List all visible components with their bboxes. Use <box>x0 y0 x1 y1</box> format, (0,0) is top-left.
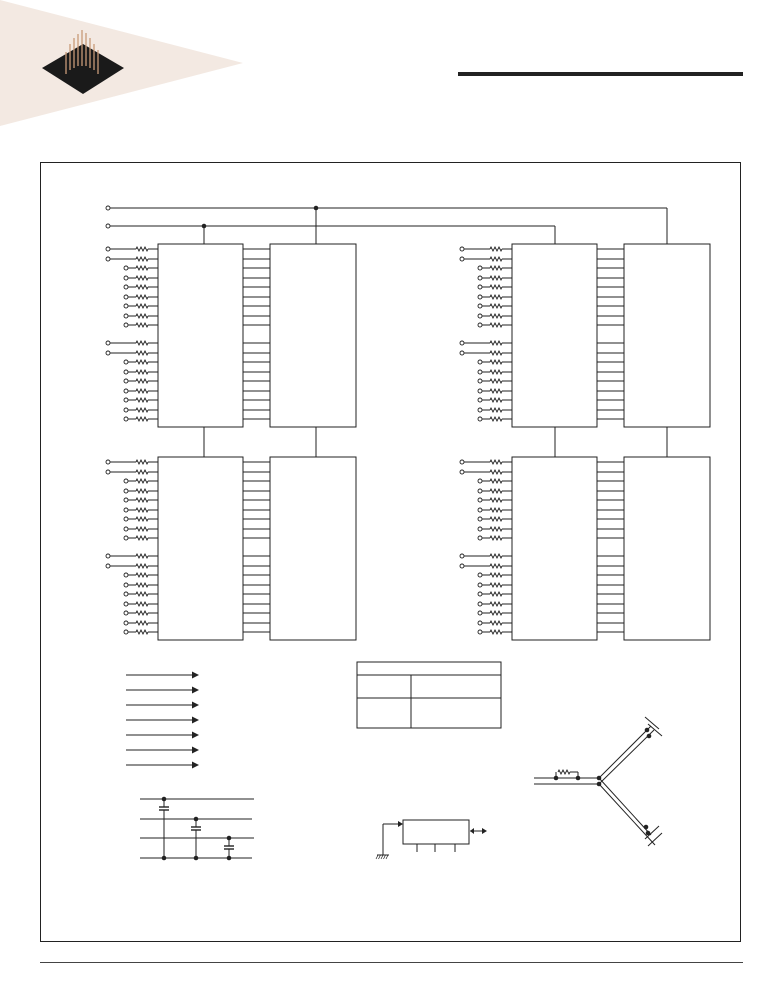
ground-hatch <box>379 855 381 859</box>
open-circle-terminal-icon <box>106 470 110 474</box>
open-circle-terminal-icon <box>124 295 128 299</box>
signal-arrow-icon <box>398 821 403 827</box>
open-circle-terminal-icon <box>124 527 128 531</box>
zigzag-resistor-icon <box>136 351 148 355</box>
signal-arrow-icon <box>192 717 199 724</box>
open-circle-terminal-icon <box>106 554 110 558</box>
open-circle-terminal-icon <box>106 224 110 228</box>
open-circle-terminal-icon <box>124 536 128 540</box>
open-circle-terminal-icon <box>124 479 128 483</box>
open-circle-terminal-icon <box>478 323 482 327</box>
open-circle-terminal-icon <box>478 417 482 421</box>
zigzag-resistor-icon <box>490 611 502 615</box>
zigzag-resistor-icon <box>136 573 148 577</box>
open-circle-terminal-icon <box>478 536 482 540</box>
zigzag-resistor-icon <box>136 360 148 364</box>
zigzag-resistor-icon <box>136 592 148 596</box>
zigzag-resistor-icon <box>136 489 148 493</box>
zigzag-resistor-icon <box>136 285 148 289</box>
zigzag-resistor-icon <box>136 630 148 634</box>
branch-lower <box>599 784 655 845</box>
arrow-left-icon <box>470 828 474 834</box>
ground-hatch <box>376 855 378 859</box>
zigzag-resistor-icon <box>136 266 148 270</box>
open-circle-terminal-icon <box>478 314 482 318</box>
zigzag-resistor-icon <box>490 285 502 289</box>
junction-dot <box>647 734 652 739</box>
open-circle-terminal-icon <box>478 398 482 402</box>
zigzag-resistor-icon <box>136 508 148 512</box>
zigzag-resistor-icon <box>136 583 148 587</box>
zigzag-resistor-icon <box>490 630 502 634</box>
open-circle-terminal-icon <box>478 621 482 625</box>
zigzag-resistor-icon <box>490 592 502 596</box>
zigzag-resistor-icon <box>136 460 148 464</box>
zigzag-resistor-icon <box>136 611 148 615</box>
open-circle-terminal-icon <box>478 583 482 587</box>
open-circle-terminal-icon <box>478 602 482 606</box>
signal-arrow-icon <box>192 732 199 739</box>
open-circle-terminal-icon <box>124 398 128 402</box>
open-circle-terminal-icon <box>460 470 464 474</box>
open-circle-terminal-icon <box>124 360 128 364</box>
zigzag-resistor-icon <box>490 370 502 374</box>
open-circle-terminal-icon <box>124 417 128 421</box>
open-circle-terminal-icon <box>460 460 464 464</box>
zigzag-resistor-icon <box>136 527 148 531</box>
zigzag-resistor-icon <box>490 398 502 402</box>
zigzag-resistor-icon <box>490 266 502 270</box>
open-circle-terminal-icon <box>106 257 110 261</box>
branch-lower <box>599 778 651 835</box>
open-circle-terminal-icon <box>460 351 464 355</box>
buffer-chip-left <box>512 457 597 640</box>
zigzag-resistor-icon <box>136 564 148 568</box>
zigzag-resistor-icon <box>490 536 502 540</box>
open-circle-terminal-icon <box>124 323 128 327</box>
junction-dot <box>644 825 649 830</box>
junction-dot <box>227 856 232 861</box>
open-circle-terminal-icon <box>478 498 482 502</box>
ground-hatch <box>386 855 388 859</box>
zigzag-resistor-icon <box>136 247 148 251</box>
signal-arrow-icon <box>192 672 199 679</box>
open-circle-terminal-icon <box>124 285 128 289</box>
junction-dot <box>645 728 650 733</box>
open-circle-terminal-icon <box>124 498 128 502</box>
zigzag-resistor-icon <box>136 417 148 421</box>
zigzag-resistor-icon <box>136 341 148 345</box>
zigzag-resistor-icon <box>490 379 502 383</box>
zigzag-resistor-icon <box>490 257 502 261</box>
open-circle-terminal-icon <box>124 389 128 393</box>
zigzag-resistor-icon <box>490 417 502 421</box>
zigzag-resistor-icon <box>136 602 148 606</box>
junction-dot <box>194 817 199 822</box>
zigzag-resistor-icon <box>490 276 502 280</box>
zigzag-resistor-icon <box>490 564 502 568</box>
open-circle-terminal-icon <box>478 508 482 512</box>
zigzag-resistor-icon <box>490 573 502 577</box>
open-circle-terminal-icon <box>478 479 482 483</box>
zigzag-resistor-icon <box>136 398 148 402</box>
zigzag-resistor-icon <box>490 323 502 327</box>
open-circle-terminal-icon <box>106 341 110 345</box>
open-circle-terminal-icon <box>478 285 482 289</box>
memory-chip-right <box>624 244 710 427</box>
open-circle-terminal-icon <box>124 611 128 615</box>
open-circle-terminal-icon <box>478 295 482 299</box>
zigzag-resistor-icon <box>490 498 502 502</box>
signal-arrow-icon <box>192 747 199 754</box>
zigzag-resistor-icon <box>136 314 148 318</box>
zigzag-resistor-icon <box>490 304 502 308</box>
signal-arrow-icon <box>192 687 199 694</box>
open-circle-terminal-icon <box>124 517 128 521</box>
open-circle-terminal-icon <box>478 389 482 393</box>
open-circle-terminal-icon <box>478 360 482 364</box>
junction-dot <box>162 856 167 861</box>
open-circle-terminal-icon <box>124 489 128 493</box>
open-circle-terminal-icon <box>124 573 128 577</box>
zigzag-resistor-icon <box>490 408 502 412</box>
open-circle-terminal-icon <box>478 527 482 531</box>
zigzag-resistor-icon <box>490 527 502 531</box>
zigzag-resistor-icon <box>490 360 502 364</box>
zigzag-resistor-icon <box>490 389 502 393</box>
zigzag-resistor-icon <box>490 470 502 474</box>
open-circle-terminal-icon <box>478 592 482 596</box>
junction-dot <box>227 836 232 841</box>
zigzag-resistor-icon <box>490 583 502 587</box>
open-circle-terminal-icon <box>478 630 482 634</box>
open-circle-terminal-icon <box>478 276 482 280</box>
open-circle-terminal-icon <box>106 564 110 568</box>
driver-block <box>403 820 469 844</box>
zigzag-resistor-icon <box>490 295 502 299</box>
open-circle-terminal-icon <box>478 379 482 383</box>
zigzag-resistor-icon <box>136 257 148 261</box>
signal-arrow-icon <box>192 762 199 769</box>
buffer-chip-left <box>158 244 243 427</box>
open-circle-terminal-icon <box>124 276 128 280</box>
zigzag-resistor-icon <box>136 536 148 540</box>
zigzag-resistor-icon <box>136 379 148 383</box>
buffer-chip-left <box>512 244 597 427</box>
open-circle-terminal-icon <box>478 573 482 577</box>
open-circle-terminal-icon <box>460 564 464 568</box>
junction-dot <box>194 856 199 861</box>
open-circle-terminal-icon <box>124 583 128 587</box>
zigzag-resistor-icon <box>490 247 502 251</box>
junction-dot <box>576 776 581 781</box>
open-circle-terminal-icon <box>124 592 128 596</box>
junction-dot <box>554 776 559 781</box>
zigzag-resistor-icon <box>136 498 148 502</box>
open-circle-terminal-icon <box>124 508 128 512</box>
open-circle-terminal-icon <box>124 602 128 606</box>
zigzag-resistor-icon <box>558 770 570 774</box>
open-circle-terminal-icon <box>460 247 464 251</box>
zigzag-resistor-icon <box>136 470 148 474</box>
open-circle-terminal-icon <box>478 370 482 374</box>
zigzag-resistor-icon <box>136 408 148 412</box>
zigzag-resistor-icon <box>490 489 502 493</box>
open-circle-terminal-icon <box>124 379 128 383</box>
open-circle-terminal-icon <box>478 517 482 521</box>
zigzag-resistor-icon <box>490 508 502 512</box>
open-circle-terminal-icon <box>124 266 128 270</box>
zigzag-resistor-icon <box>490 314 502 318</box>
open-circle-terminal-icon <box>124 621 128 625</box>
zigzag-resistor-icon <box>490 517 502 521</box>
buffer-chip-left <box>158 457 243 640</box>
memory-chip-right <box>270 457 356 640</box>
zigzag-resistor-icon <box>136 517 148 521</box>
open-circle-terminal-icon <box>478 489 482 493</box>
open-circle-terminal-icon <box>106 247 110 251</box>
zigzag-resistor-icon <box>136 479 148 483</box>
arrow-right-icon <box>482 828 487 834</box>
table-frame <box>357 662 501 728</box>
open-circle-terminal-icon <box>106 460 110 464</box>
zigzag-resistor-icon <box>490 341 502 345</box>
open-circle-terminal-icon <box>106 351 110 355</box>
zigzag-resistor-icon <box>136 621 148 625</box>
signal-arrow-icon <box>192 702 199 709</box>
open-circle-terminal-icon <box>124 408 128 412</box>
zigzag-resistor-icon <box>490 351 502 355</box>
open-circle-terminal-icon <box>478 266 482 270</box>
open-circle-terminal-icon <box>124 314 128 318</box>
zigzag-resistor-icon <box>490 621 502 625</box>
ground-hatch <box>384 855 386 859</box>
open-circle-terminal-icon <box>478 611 482 615</box>
junction-dot <box>162 797 167 802</box>
zigzag-resistor-icon <box>136 276 148 280</box>
junction-dot <box>646 831 651 836</box>
open-circle-terminal-icon <box>478 408 482 412</box>
branch-upper <box>599 730 654 784</box>
open-circle-terminal-icon <box>124 370 128 374</box>
zigzag-resistor-icon <box>490 554 502 558</box>
zigzag-resistor-icon <box>490 479 502 483</box>
open-circle-terminal-icon <box>460 554 464 558</box>
open-circle-terminal-icon <box>478 304 482 308</box>
ground-hatch <box>381 855 383 859</box>
open-circle-terminal-icon <box>124 304 128 308</box>
zigzag-resistor-icon <box>136 554 148 558</box>
zigzag-resistor-icon <box>490 602 502 606</box>
zigzag-resistor-icon <box>136 370 148 374</box>
zigzag-resistor-icon <box>136 389 148 393</box>
open-circle-terminal-icon <box>460 257 464 261</box>
branch-upper <box>599 726 651 778</box>
zigzag-resistor-icon <box>490 460 502 464</box>
memory-chip-right <box>270 244 356 427</box>
open-circle-terminal-icon <box>460 341 464 345</box>
zigzag-resistor-icon <box>136 295 148 299</box>
open-circle-terminal-icon <box>124 630 128 634</box>
zigzag-resistor-icon <box>136 323 148 327</box>
open-circle-terminal-icon <box>106 206 110 210</box>
memory-chip-right <box>624 457 710 640</box>
zigzag-resistor-icon <box>136 304 148 308</box>
